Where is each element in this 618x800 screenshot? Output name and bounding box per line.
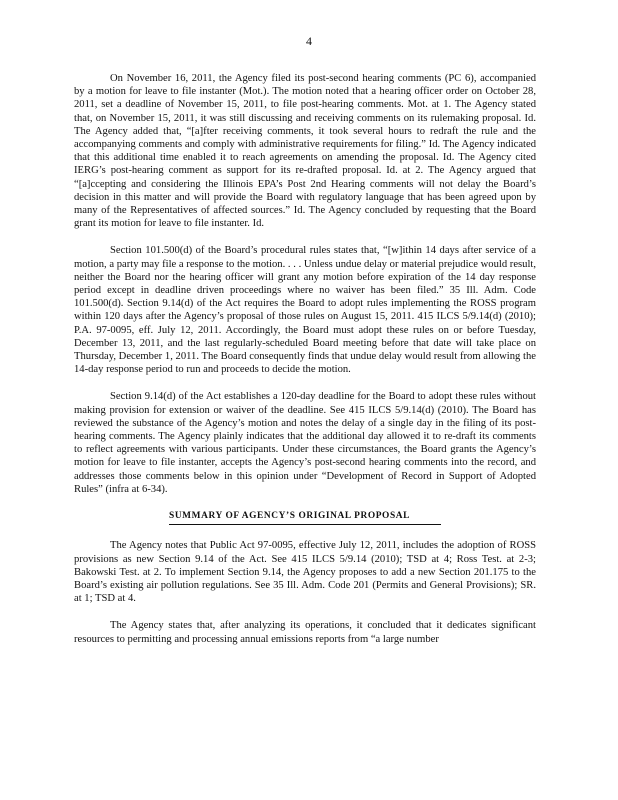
paragraph-public-act: The Agency notes that Public Act 97-0095, effective July 12, 2011, includes the adoption of ROSS provisions as new Section 9.14 of the Act. See 415 ILCS 5/9.14 (2010); TSD at 4; Ross Test. at 2-3; Bakowski Test. at 2. To implement Section 9.14, the Agency proposes to add a new Section 201.175 to the Board’s existing air pollution regulations. See 35 Ill. Adm. Code 201 (Permits and General Provisions); SR. at 1; TSD at 4. bbox=[74, 540, 536, 605]
section-heading bbox=[74, 510, 536, 525]
paragraph-agency-analysis: The Agency states that, after analyzing its operations, it concluded that it dedicates significant resources to permitting and processing annual emissions reports from “a large number bbox=[74, 620, 536, 645]
paragraph-agency-motion: On November 16, 2011, the Agency filed its post-second hearing comments (PC 6), accompanied by a motion for leave to file instanter (Mot.). The motion noted that a hearing officer order on October 28, 2011, set a deadline of November 15, 2011, to file post-hearing comments. Mot. at 1. The Agency stated that, on November 15, 2011, it was still discussing and receiving comments on its rulemaking proposal. Id. The Agency added that, “[a]fter receiving comments, it took several hours to redraft the rule and the accompanying comments and comply with administrative requirements for filing.” Id. The Agency indicated that this additional time enabled it to reach agreements on amending the proposal. Id. The Agency cited IERG’s post-hearing comment as support for its re-drafted proposal. Id. at 2. The Agency argued that “[a]ccepting and considering the Illinois EPA’s Post 2nd Hearing comments will not delay the Board’s decision in this matter and will provide the Board with regulatory language that has been agreed upon by many of the Representatives of affected sources.” Id. The Agency concluded by requesting that the Board grant its motion for leave to file instanter. Id. bbox=[74, 73, 536, 230]
paragraph-procedural-rules: Section 101.500(d) of the Board’s procedural rules states that, “[w]ithin 14 days after service of a motion, a party may file a response to the motion. . . . Unless undue delay or material prejudice would result, neither the Board nor the hearing officer will grant any motion before expiration of the 14 day response period except in deadline driven proceedings where no waiver has been filed.” 35 Ill. Adm. Code 101.500(d). Section 9.14(d) of the Act requires the Board to adopt rules implementing the ROSS program within 120 days after the Agency’s proposal of those rules on August 15, 2011. 415 ILCS 5/9.14(d) (2010); P.A. 97-0095, eff. July 12, 2011. Accordingly, the Board must adopt these rules on or before Tuesday, December 13, 2011, and the last regularly-scheduled Board meeting before that date will take place on Thursday, December 1, 2011. The Board consequently finds that undue delay would result from allowing the 14-day response period to run and proceeds to decide the motion. bbox=[74, 245, 536, 376]
page-body bbox=[74, 72, 536, 660]
section-heading-text: SUMMARY OF AGENCY’S ORIGINAL PROPOSAL bbox=[169, 510, 441, 525]
paragraph-board-ruling: Section 9.14(d) of the Act establishes a 120-day deadline for the Board to adopt these rules without making provision for extension or waiver of the deadline. See 415 ILCS 5/9.14(d) (2010). The Board has reviewed the substance of the Agency’s motion and notes the delay of a single day in the filing of its post-hearing comments. The Agency plainly indicates that the additional day allowed it to re-draft its comments to reflect agreements with various participants. Under these circumstances, the Board grants the Agency’s motion for leave to file instanter, accepts the Agency’s post-second hearing comments into the record, and addresses those comments below in this opinion under “Development of Record in Support of Adopted Rules” (infra at 6-34). bbox=[74, 391, 536, 495]
page-number: 4 bbox=[306, 34, 312, 48]
